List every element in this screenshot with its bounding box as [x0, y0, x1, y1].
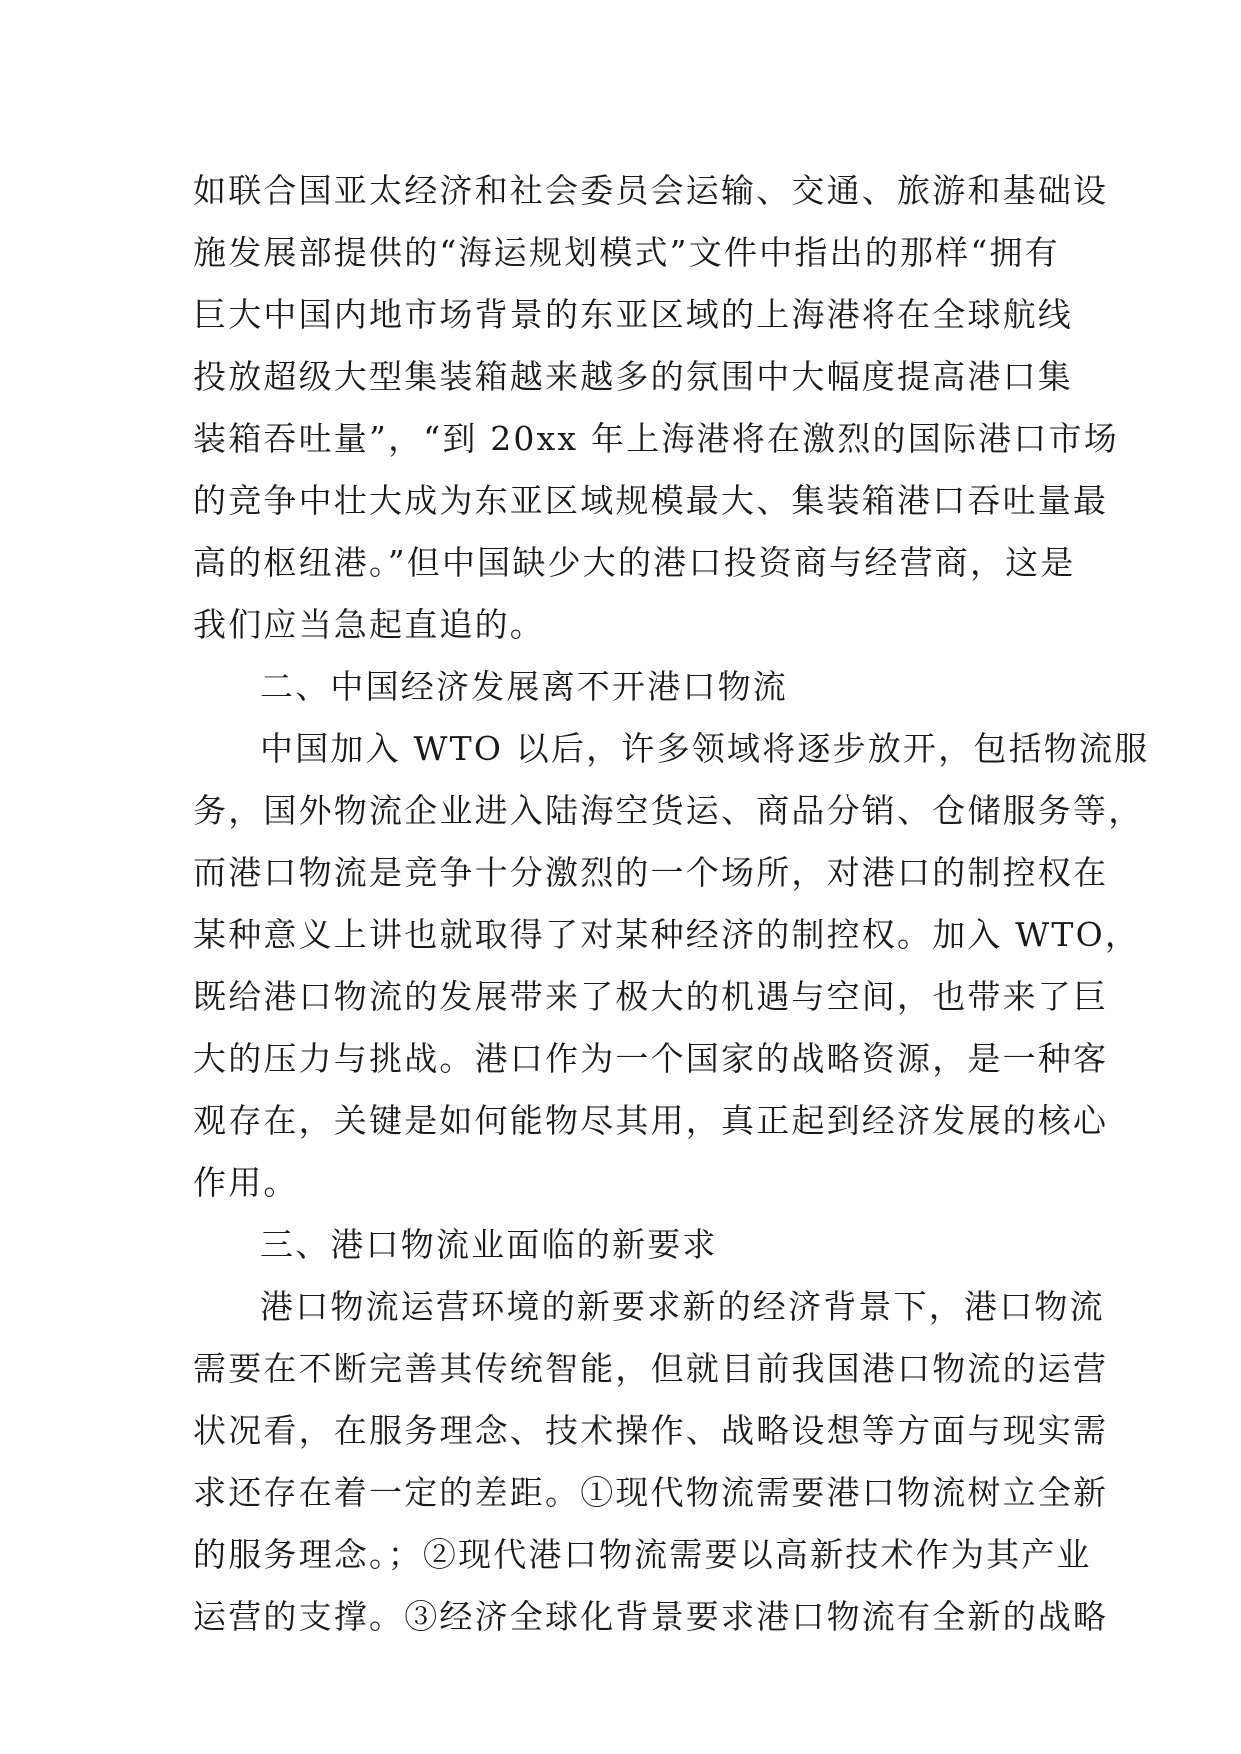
text-line: 如联合国亚太经济和社会委员会运输、交通、旅游和基础设	[193, 171, 1109, 210]
paragraph-start-line: 三、港口物流业面临的新要求	[260, 1225, 718, 1264]
text-line: 需要在不断完善其传统智能，但就目前我国港口物流的运营	[193, 1349, 1109, 1388]
text-line: 务，国外物流企业进入陆海空货运、商品分销、仓储服务等，	[193, 791, 1144, 830]
text-line: 施发展部提供的“海运规划模式”文件中指出的那样“拥有	[193, 233, 1060, 272]
text-line: 我们应当急起直追的。	[193, 605, 545, 644]
paragraph-start-line: 中国加入 WTO 以后，许多领域将逐步放开，包括物流服	[260, 729, 1150, 768]
text-line: 巨大中国内地市场背景的东亚区域的上海港将在全球航线	[193, 295, 1073, 334]
paragraph-start-line: 二、中国经济发展离不开港口物流	[260, 667, 788, 706]
text-line: 运营的支撑。③经济全球化背景要求港口物流有全新的战略	[193, 1597, 1109, 1636]
text-line: 大的压力与挑战。港口作为一个国家的战略资源，是一种客	[193, 1039, 1109, 1078]
text-line: 的服务理念。；②现代港口物流需要以高新技术作为其产业	[193, 1535, 1092, 1574]
text-line: 投放超级大型集装箱越来越多的氛围中大幅度提高港口集	[193, 357, 1073, 396]
text-line: 的竞争中壮大成为东亚区域规模最大、集装箱港口吞吐量最	[193, 481, 1109, 520]
text-line: 而港口物流是竞争十分激烈的一个场所，对港口的制控权在	[193, 853, 1109, 892]
text-line: 装箱吞吐量”，“到 20xx 年上海港将在激烈的国际港口市场	[193, 419, 1119, 458]
document-body	[193, 160, 1150, 1648]
text-line: 观存在，关键是如何能物尽其用，真正起到经济发展的核心	[193, 1101, 1109, 1140]
text-line: 求还存在着一定的差距。①现代物流需要港口物流树立全新	[193, 1473, 1109, 1512]
text-line: 某种意义上讲也就取得了对某种经济的制控权。加入 WTO，	[193, 915, 1141, 954]
text-line: 作用。	[193, 1163, 299, 1202]
text-line: 高的枢纽港。”但中国缺少大的港口投资商与经营商，这是	[193, 543, 1076, 582]
text-line: 既给港口物流的发展带来了极大的机遇与空间，也带来了巨	[193, 977, 1109, 1016]
text-line: 状况看，在服务理念、技术操作、战略设想等方面与现实需	[193, 1411, 1109, 1450]
paragraph-start-line: 港口物流运营环境的新要求新的经济背景下，港口物流	[260, 1287, 1105, 1326]
